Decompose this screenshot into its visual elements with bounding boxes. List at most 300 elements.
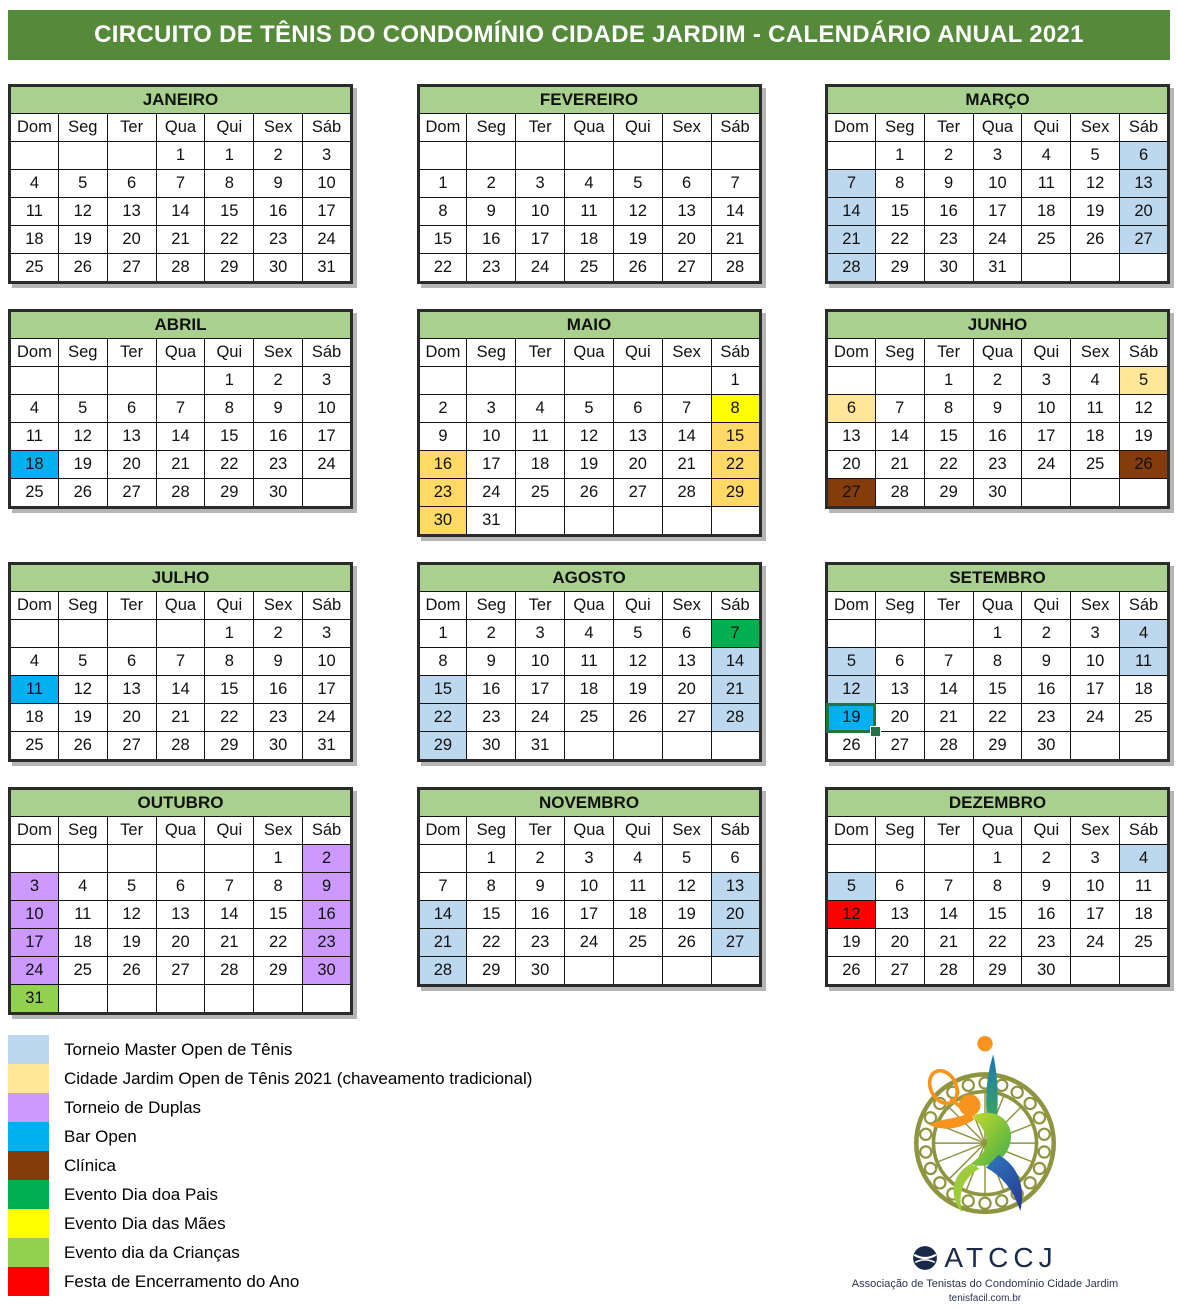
day-cell[interactable]: 17 bbox=[10, 929, 59, 957]
day-cell[interactable] bbox=[418, 142, 467, 170]
day-cell[interactable]: 27 bbox=[662, 254, 711, 283]
day-cell[interactable]: 21 bbox=[418, 929, 467, 957]
day-cell[interactable]: 25 bbox=[565, 254, 614, 283]
day-cell[interactable]: 12 bbox=[662, 873, 711, 901]
day-cell[interactable]: 22 bbox=[205, 451, 254, 479]
day-cell[interactable]: 14 bbox=[662, 423, 711, 451]
day-cell[interactable] bbox=[1022, 479, 1071, 508]
day-cell[interactable]: 24 bbox=[1071, 704, 1120, 732]
day-cell[interactable]: 9 bbox=[254, 395, 303, 423]
day-cell[interactable]: 5 bbox=[1120, 367, 1169, 395]
day-cell[interactable]: 6 bbox=[107, 648, 156, 676]
day-cell[interactable]: 27 bbox=[875, 732, 924, 761]
day-cell[interactable]: 1 bbox=[924, 367, 973, 395]
day-cell[interactable]: 20 bbox=[613, 451, 662, 479]
day-cell[interactable]: 21 bbox=[924, 929, 973, 957]
day-cell[interactable]: 9 bbox=[418, 423, 467, 451]
day-cell[interactable]: 6 bbox=[107, 395, 156, 423]
day-cell[interactable]: 4 bbox=[58, 873, 107, 901]
day-cell[interactable]: 15 bbox=[205, 198, 254, 226]
day-cell[interactable]: 3 bbox=[1022, 367, 1071, 395]
day-cell[interactable] bbox=[303, 985, 352, 1014]
day-cell[interactable]: 2 bbox=[1022, 620, 1071, 648]
day-cell[interactable]: 7 bbox=[418, 873, 467, 901]
day-cell[interactable]: 8 bbox=[254, 873, 303, 901]
day-cell[interactable]: 13 bbox=[827, 423, 876, 451]
day-cell[interactable]: 9 bbox=[973, 395, 1022, 423]
day-cell[interactable]: 23 bbox=[467, 254, 516, 283]
day-cell[interactable]: 28 bbox=[827, 254, 876, 283]
day-cell[interactable]: 30 bbox=[973, 479, 1022, 508]
day-cell[interactable]: 9 bbox=[254, 170, 303, 198]
day-cell[interactable]: 12 bbox=[565, 423, 614, 451]
day-cell[interactable]: 24 bbox=[10, 957, 59, 985]
day-cell[interactable]: 21 bbox=[662, 451, 711, 479]
day-cell[interactable]: 17 bbox=[565, 901, 614, 929]
day-cell[interactable]: 2 bbox=[467, 620, 516, 648]
day-cell[interactable]: 17 bbox=[303, 423, 352, 451]
day-cell[interactable]: 13 bbox=[613, 423, 662, 451]
day-cell[interactable]: 15 bbox=[467, 901, 516, 929]
day-cell[interactable]: 14 bbox=[418, 901, 467, 929]
day-cell[interactable] bbox=[467, 142, 516, 170]
day-cell[interactable]: 18 bbox=[1071, 423, 1120, 451]
day-cell[interactable]: 12 bbox=[58, 676, 107, 704]
day-cell[interactable]: 26 bbox=[58, 254, 107, 283]
day-cell[interactable]: 14 bbox=[156, 423, 205, 451]
day-cell[interactable]: 29 bbox=[973, 732, 1022, 761]
day-cell[interactable]: 23 bbox=[254, 226, 303, 254]
day-cell[interactable]: 26 bbox=[107, 957, 156, 985]
day-cell[interactable]: 25 bbox=[1120, 929, 1169, 957]
day-cell[interactable]: 2 bbox=[254, 142, 303, 170]
day-cell[interactable]: 28 bbox=[156, 479, 205, 508]
day-cell[interactable]: 30 bbox=[467, 732, 516, 761]
day-cell[interactable]: 12 bbox=[827, 676, 876, 704]
day-cell[interactable] bbox=[1120, 254, 1169, 283]
day-cell[interactable]: 16 bbox=[254, 423, 303, 451]
day-cell[interactable]: 27 bbox=[613, 479, 662, 507]
day-cell[interactable]: 26 bbox=[827, 957, 876, 986]
day-cell[interactable]: 29 bbox=[467, 957, 516, 986]
day-cell[interactable]: 30 bbox=[924, 254, 973, 283]
day-cell[interactable] bbox=[827, 845, 876, 873]
day-cell[interactable] bbox=[156, 620, 205, 648]
day-cell[interactable]: 22 bbox=[875, 226, 924, 254]
day-cell[interactable]: 30 bbox=[516, 957, 565, 986]
day-cell[interactable]: 30 bbox=[254, 732, 303, 761]
day-cell[interactable]: 7 bbox=[924, 873, 973, 901]
day-cell[interactable]: 28 bbox=[156, 254, 205, 283]
day-cell[interactable]: 8 bbox=[205, 395, 254, 423]
day-cell[interactable]: 4 bbox=[565, 170, 614, 198]
day-cell[interactable]: 6 bbox=[613, 395, 662, 423]
day-cell[interactable]: 8 bbox=[924, 395, 973, 423]
day-cell[interactable]: 17 bbox=[303, 198, 352, 226]
day-cell[interactable]: 13 bbox=[107, 676, 156, 704]
day-cell[interactable]: 26 bbox=[662, 929, 711, 957]
day-cell[interactable]: 27 bbox=[1120, 226, 1169, 254]
day-cell[interactable]: 12 bbox=[58, 423, 107, 451]
day-cell[interactable]: 19 bbox=[58, 451, 107, 479]
day-cell[interactable] bbox=[662, 957, 711, 986]
day-cell[interactable]: 18 bbox=[10, 704, 59, 732]
day-cell[interactable]: 17 bbox=[303, 676, 352, 704]
day-cell[interactable]: 27 bbox=[662, 704, 711, 732]
day-cell[interactable]: 13 bbox=[711, 873, 760, 901]
day-cell[interactable]: 14 bbox=[711, 198, 760, 226]
day-cell[interactable]: 7 bbox=[924, 648, 973, 676]
day-cell[interactable] bbox=[156, 845, 205, 873]
day-cell[interactable]: 23 bbox=[973, 451, 1022, 479]
day-cell[interactable]: 17 bbox=[516, 226, 565, 254]
day-cell[interactable]: 11 bbox=[565, 648, 614, 676]
day-cell[interactable]: 3 bbox=[1071, 845, 1120, 873]
day-cell[interactable]: 14 bbox=[156, 676, 205, 704]
day-cell[interactable]: 18 bbox=[1120, 901, 1169, 929]
day-cell[interactable]: 16 bbox=[254, 198, 303, 226]
day-cell[interactable]: 26 bbox=[1071, 226, 1120, 254]
day-cell[interactable]: 10 bbox=[1071, 648, 1120, 676]
day-cell[interactable]: 4 bbox=[10, 170, 59, 198]
day-cell[interactable]: 18 bbox=[10, 451, 59, 479]
day-cell[interactable]: 4 bbox=[516, 395, 565, 423]
day-cell[interactable]: 25 bbox=[1022, 226, 1071, 254]
day-cell[interactable]: 1 bbox=[875, 142, 924, 170]
day-cell[interactable]: 8 bbox=[467, 873, 516, 901]
day-cell[interactable]: 10 bbox=[303, 395, 352, 423]
day-cell[interactable] bbox=[418, 367, 467, 395]
day-cell[interactable] bbox=[613, 732, 662, 761]
day-cell[interactable] bbox=[10, 142, 59, 170]
day-cell[interactable]: 5 bbox=[827, 648, 876, 676]
day-cell[interactable]: 5 bbox=[613, 620, 662, 648]
day-cell[interactable]: 28 bbox=[156, 732, 205, 761]
day-cell[interactable] bbox=[711, 732, 760, 761]
day-cell[interactable]: 16 bbox=[516, 901, 565, 929]
day-cell[interactable]: 31 bbox=[303, 254, 352, 283]
day-cell[interactable] bbox=[58, 142, 107, 170]
day-cell[interactable]: 31 bbox=[467, 507, 516, 536]
day-cell[interactable]: 11 bbox=[10, 198, 59, 226]
day-cell[interactable]: 10 bbox=[565, 873, 614, 901]
day-cell[interactable]: 10 bbox=[303, 648, 352, 676]
day-cell[interactable]: 5 bbox=[613, 170, 662, 198]
day-cell[interactable]: 29 bbox=[924, 479, 973, 508]
day-cell[interactable]: 22 bbox=[418, 704, 467, 732]
day-cell[interactable] bbox=[107, 367, 156, 395]
day-cell[interactable]: 25 bbox=[10, 732, 59, 761]
day-cell[interactable]: 4 bbox=[565, 620, 614, 648]
day-cell[interactable]: 16 bbox=[418, 451, 467, 479]
day-cell[interactable]: 2 bbox=[516, 845, 565, 873]
day-cell[interactable]: 15 bbox=[418, 676, 467, 704]
day-cell[interactable]: 6 bbox=[711, 845, 760, 873]
day-cell[interactable]: 15 bbox=[875, 198, 924, 226]
day-cell[interactable]: 14 bbox=[924, 901, 973, 929]
day-cell[interactable]: 28 bbox=[662, 479, 711, 507]
day-cell[interactable]: 12 bbox=[613, 198, 662, 226]
day-cell[interactable] bbox=[1120, 957, 1169, 986]
day-cell[interactable]: 11 bbox=[1071, 395, 1120, 423]
day-cell[interactable]: 5 bbox=[565, 395, 614, 423]
day-cell[interactable] bbox=[827, 367, 876, 395]
day-cell[interactable]: 31 bbox=[973, 254, 1022, 283]
day-cell[interactable]: 6 bbox=[1120, 142, 1169, 170]
day-cell[interactable]: 11 bbox=[10, 676, 59, 704]
day-cell[interactable] bbox=[58, 620, 107, 648]
day-cell[interactable]: 17 bbox=[973, 198, 1022, 226]
day-cell[interactable]: 4 bbox=[1120, 620, 1169, 648]
day-cell[interactable]: 31 bbox=[303, 732, 352, 761]
day-cell[interactable]: 12 bbox=[613, 648, 662, 676]
day-cell[interactable]: 19 bbox=[1120, 423, 1169, 451]
day-cell[interactable]: 13 bbox=[107, 423, 156, 451]
day-cell[interactable]: 24 bbox=[516, 704, 565, 732]
day-cell[interactable] bbox=[662, 367, 711, 395]
day-cell[interactable]: 10 bbox=[10, 901, 59, 929]
day-cell[interactable]: 21 bbox=[875, 451, 924, 479]
day-cell[interactable]: 30 bbox=[254, 254, 303, 283]
day-cell[interactable]: 19 bbox=[58, 704, 107, 732]
day-cell[interactable]: 27 bbox=[107, 479, 156, 508]
day-cell[interactable]: 20 bbox=[875, 704, 924, 732]
day-cell[interactable]: 15 bbox=[973, 676, 1022, 704]
day-cell[interactable]: 25 bbox=[10, 479, 59, 508]
day-cell[interactable]: 1 bbox=[467, 845, 516, 873]
day-cell[interactable] bbox=[565, 142, 614, 170]
day-cell[interactable]: 9 bbox=[254, 648, 303, 676]
day-cell[interactable]: 18 bbox=[1120, 676, 1169, 704]
day-cell[interactable]: 21 bbox=[711, 226, 760, 254]
day-cell[interactable]: 18 bbox=[58, 929, 107, 957]
day-cell[interactable]: 22 bbox=[205, 226, 254, 254]
day-cell[interactable] bbox=[254, 985, 303, 1014]
day-cell[interactable]: 6 bbox=[662, 170, 711, 198]
day-cell[interactable]: 4 bbox=[1120, 845, 1169, 873]
day-cell[interactable]: 9 bbox=[516, 873, 565, 901]
day-cell[interactable]: 7 bbox=[156, 648, 205, 676]
day-cell[interactable]: 18 bbox=[10, 226, 59, 254]
day-cell[interactable]: 30 bbox=[418, 507, 467, 536]
day-cell[interactable]: 6 bbox=[662, 620, 711, 648]
day-cell[interactable]: 6 bbox=[156, 873, 205, 901]
day-cell[interactable] bbox=[875, 845, 924, 873]
day-cell[interactable]: 3 bbox=[303, 367, 352, 395]
day-cell[interactable]: 19 bbox=[565, 451, 614, 479]
day-cell[interactable]: 17 bbox=[467, 451, 516, 479]
day-cell[interactable] bbox=[613, 142, 662, 170]
day-cell[interactable] bbox=[662, 732, 711, 761]
day-cell[interactable] bbox=[156, 367, 205, 395]
day-cell[interactable]: 7 bbox=[205, 873, 254, 901]
day-cell[interactable]: 14 bbox=[711, 648, 760, 676]
day-cell[interactable] bbox=[827, 142, 876, 170]
day-cell[interactable]: 6 bbox=[827, 395, 876, 423]
day-cell[interactable]: 2 bbox=[418, 395, 467, 423]
day-cell[interactable] bbox=[1071, 732, 1120, 761]
day-cell[interactable] bbox=[58, 367, 107, 395]
day-cell[interactable]: 22 bbox=[711, 451, 760, 479]
day-cell[interactable]: 9 bbox=[303, 873, 352, 901]
day-cell[interactable]: 12 bbox=[827, 901, 876, 929]
day-cell[interactable]: 18 bbox=[613, 901, 662, 929]
day-cell[interactable]: 21 bbox=[156, 451, 205, 479]
day-cell[interactable]: 13 bbox=[156, 901, 205, 929]
selection-handle[interactable] bbox=[870, 726, 881, 737]
day-cell[interactable]: 14 bbox=[205, 901, 254, 929]
day-cell[interactable]: 28 bbox=[205, 957, 254, 985]
day-cell[interactable]: 23 bbox=[467, 704, 516, 732]
day-cell[interactable]: 20 bbox=[662, 226, 711, 254]
day-cell[interactable] bbox=[467, 367, 516, 395]
day-cell[interactable] bbox=[662, 507, 711, 536]
day-cell[interactable] bbox=[924, 845, 973, 873]
day-cell[interactable]: 8 bbox=[418, 198, 467, 226]
day-cell[interactable]: 4 bbox=[10, 648, 59, 676]
day-cell[interactable]: 1 bbox=[254, 845, 303, 873]
day-cell[interactable]: 20 bbox=[107, 704, 156, 732]
day-cell[interactable]: 26 bbox=[613, 254, 662, 283]
day-cell[interactable]: 4 bbox=[1071, 367, 1120, 395]
day-cell[interactable] bbox=[711, 142, 760, 170]
day-cell[interactable] bbox=[924, 620, 973, 648]
day-cell[interactable]: 22 bbox=[973, 704, 1022, 732]
day-cell[interactable]: 24 bbox=[467, 479, 516, 507]
day-cell[interactable]: 17 bbox=[516, 676, 565, 704]
day-cell[interactable]: 14 bbox=[827, 198, 876, 226]
day-cell[interactable]: 27 bbox=[107, 254, 156, 283]
day-cell[interactable] bbox=[10, 367, 59, 395]
day-cell[interactable]: 11 bbox=[516, 423, 565, 451]
day-cell[interactable]: 15 bbox=[711, 423, 760, 451]
day-cell[interactable]: 7 bbox=[156, 395, 205, 423]
day-cell[interactable]: 29 bbox=[973, 957, 1022, 986]
day-cell[interactable]: 24 bbox=[1022, 451, 1071, 479]
day-cell[interactable]: 28 bbox=[875, 479, 924, 508]
day-cell[interactable]: 10 bbox=[516, 648, 565, 676]
day-cell[interactable]: 1 bbox=[418, 620, 467, 648]
day-cell[interactable]: 16 bbox=[1022, 676, 1071, 704]
day-cell[interactable]: 7 bbox=[711, 170, 760, 198]
day-cell[interactable]: 20 bbox=[107, 226, 156, 254]
day-cell[interactable]: 19 bbox=[58, 226, 107, 254]
day-cell[interactable] bbox=[565, 732, 614, 761]
day-cell[interactable]: 31 bbox=[10, 985, 59, 1014]
day-cell[interactable]: 5 bbox=[58, 170, 107, 198]
day-cell[interactable]: 21 bbox=[205, 929, 254, 957]
day-cell[interactable]: 15 bbox=[418, 226, 467, 254]
day-cell[interactable]: 27 bbox=[156, 957, 205, 985]
day-cell[interactable] bbox=[1071, 254, 1120, 283]
day-cell[interactable]: 3 bbox=[303, 142, 352, 170]
day-cell[interactable]: 25 bbox=[58, 957, 107, 985]
day-cell[interactable] bbox=[10, 845, 59, 873]
day-cell[interactable]: 1 bbox=[205, 620, 254, 648]
day-cell[interactable]: 31 bbox=[516, 732, 565, 761]
day-cell[interactable]: 30 bbox=[1022, 732, 1071, 761]
day-cell[interactable]: 7 bbox=[662, 395, 711, 423]
day-cell[interactable] bbox=[303, 479, 352, 508]
day-cell[interactable]: 21 bbox=[156, 226, 205, 254]
day-cell[interactable]: 18 bbox=[1022, 198, 1071, 226]
day-cell[interactable]: 9 bbox=[467, 648, 516, 676]
day-cell[interactable]: 23 bbox=[924, 226, 973, 254]
day-cell[interactable] bbox=[1071, 479, 1120, 508]
day-cell[interactable] bbox=[875, 620, 924, 648]
day-cell[interactable]: 13 bbox=[875, 901, 924, 929]
day-cell[interactable]: 2 bbox=[467, 170, 516, 198]
day-cell[interactable] bbox=[711, 957, 760, 986]
day-cell[interactable]: 23 bbox=[303, 929, 352, 957]
day-cell[interactable] bbox=[156, 985, 205, 1014]
day-cell[interactable]: 27 bbox=[711, 929, 760, 957]
day-cell[interactable] bbox=[418, 845, 467, 873]
day-cell[interactable]: 1 bbox=[973, 620, 1022, 648]
day-cell[interactable] bbox=[107, 620, 156, 648]
day-cell[interactable]: 19 bbox=[613, 676, 662, 704]
day-cell[interactable]: 30 bbox=[303, 957, 352, 985]
day-cell[interactable]: 2 bbox=[303, 845, 352, 873]
day-cell[interactable]: 7 bbox=[875, 395, 924, 423]
day-cell[interactable]: 11 bbox=[1120, 873, 1169, 901]
day-cell[interactable]: 10 bbox=[1022, 395, 1071, 423]
day-cell[interactable] bbox=[711, 507, 760, 536]
day-cell[interactable]: 5 bbox=[58, 395, 107, 423]
day-cell[interactable]: 11 bbox=[1120, 648, 1169, 676]
day-cell[interactable]: 12 bbox=[58, 198, 107, 226]
day-cell[interactable]: 26 bbox=[613, 704, 662, 732]
day-cell[interactable]: 16 bbox=[467, 676, 516, 704]
day-cell[interactable] bbox=[205, 845, 254, 873]
day-cell[interactable]: 12 bbox=[1120, 395, 1169, 423]
day-cell[interactable]: 28 bbox=[924, 732, 973, 761]
day-cell[interactable] bbox=[613, 507, 662, 536]
day-cell[interactable]: 16 bbox=[924, 198, 973, 226]
day-cell[interactable]: 24 bbox=[1071, 929, 1120, 957]
day-cell[interactable]: 8 bbox=[205, 648, 254, 676]
day-cell[interactable]: 3 bbox=[516, 620, 565, 648]
day-cell[interactable]: 13 bbox=[662, 648, 711, 676]
day-cell[interactable]: 29 bbox=[205, 732, 254, 761]
day-cell[interactable]: 9 bbox=[924, 170, 973, 198]
day-cell[interactable]: 4 bbox=[613, 845, 662, 873]
day-cell[interactable]: 8 bbox=[711, 395, 760, 423]
day-cell[interactable]: 7 bbox=[827, 170, 876, 198]
day-cell[interactable] bbox=[1120, 479, 1169, 508]
day-cell[interactable]: 7 bbox=[156, 170, 205, 198]
day-cell[interactable] bbox=[565, 957, 614, 986]
day-cell[interactable]: 21 bbox=[156, 704, 205, 732]
day-cell[interactable]: 27 bbox=[827, 479, 876, 508]
day-cell[interactable]: 23 bbox=[418, 479, 467, 507]
day-cell[interactable] bbox=[58, 985, 107, 1014]
day-cell[interactable]: 19 bbox=[662, 901, 711, 929]
day-cell[interactable]: 20 bbox=[827, 451, 876, 479]
day-cell[interactable]: 8 bbox=[418, 648, 467, 676]
day-cell[interactable]: 7 bbox=[711, 620, 760, 648]
day-cell[interactable]: 11 bbox=[58, 901, 107, 929]
day-cell[interactable]: 10 bbox=[516, 198, 565, 226]
day-cell[interactable]: 17 bbox=[1071, 901, 1120, 929]
day-cell[interactable]: 27 bbox=[107, 732, 156, 761]
day-cell[interactable]: 15 bbox=[205, 423, 254, 451]
day-cell[interactable]: 3 bbox=[467, 395, 516, 423]
day-cell[interactable]: 8 bbox=[205, 170, 254, 198]
day-cell[interactable]: 22 bbox=[973, 929, 1022, 957]
day-cell[interactable]: 29 bbox=[875, 254, 924, 283]
day-cell[interactable]: 3 bbox=[516, 170, 565, 198]
